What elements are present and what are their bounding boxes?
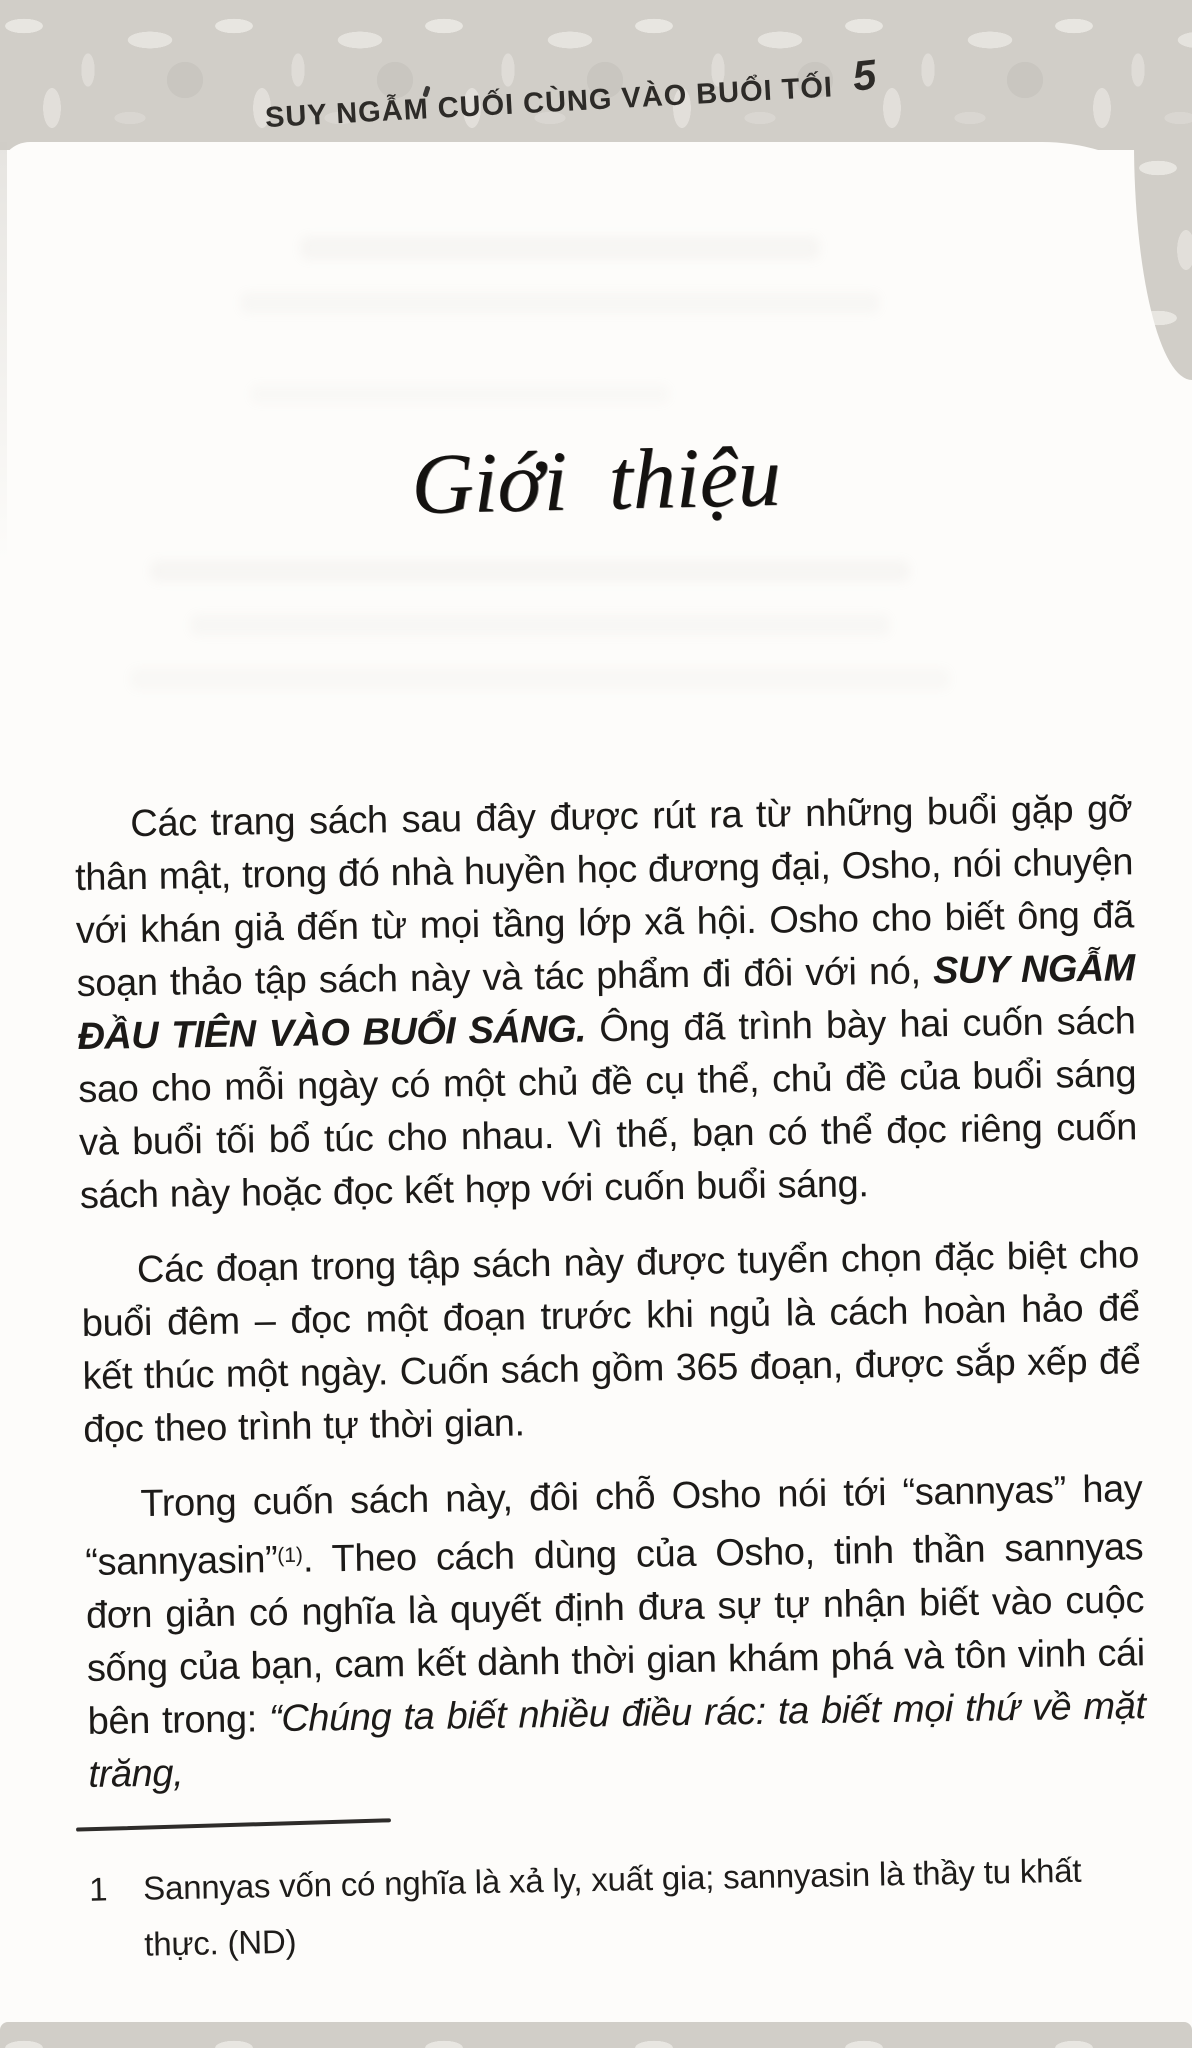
footnote xyxy=(75,1842,1107,1974)
text-run: Ông đã trình bày hai cuốn sách sao cho mỗi ngày có một chủ đề cụ thể, chủ đề của buổi sáng và buổi tối bổ túc cho nhau. Vì thế, bạn có thể đọc riêng cuốn sách này hoặc đọc kết hợp với cuốn buổi sáng. xyxy=(78,1000,1138,1217)
body-text xyxy=(74,783,1147,1824)
text-run: Trong cuốn sách này, đôi chỗ Osho nói tới “sannyas” hay “sannyasin” xyxy=(85,1468,1143,1584)
footnote-text: Sannyas vốn có nghĩa là xả ly, xuất gia; sannyasin là thầy tu khất thực. (ND) xyxy=(142,1851,1082,1963)
bleed-through-smudge xyxy=(240,292,880,314)
bleed-through-smudge xyxy=(250,384,670,404)
chapter-title: Giới thiệu xyxy=(410,427,782,533)
text-run: . Theo cách dùng của Osho, tinh thần sannyas đơn giản có nghĩa là quyết định đưa sự tự nhận biết vào cuộc sống của bạn, cam kết dành thời gian khám phá và tôn vinh cái bên trong: xyxy=(85,1526,1146,1743)
bleed-through-smudge xyxy=(130,668,950,690)
page-number: 5 xyxy=(849,50,879,100)
page-border-bottom xyxy=(0,2022,1192,2048)
text-run-book-title: SUY NGẪM ĐẦU TIÊN VÀO BUỔI SÁNG. xyxy=(77,947,1135,1058)
footnote-reference: (1) xyxy=(277,1543,303,1568)
paragraph xyxy=(74,783,1138,1223)
text-run-quote: “Chúng ta biết nhiều điều rác: ta biết mọi thứ về mặt trăng, xyxy=(88,1685,1146,1796)
footnote-block xyxy=(74,1806,1107,1974)
bleed-through-smudge xyxy=(190,614,890,636)
bleed-through-smudge xyxy=(300,236,820,260)
paragraph xyxy=(81,1229,1142,1457)
text-run: Các trang sách sau đây được rút ra từ những buổi gặp gỡ thân mật, trong đó nhà huyền học đương đại, Osho, nói chuyện với khán giả đến từ mọi tầng lớp xã hội. Osho cho biết ông đã soạn thảo tập sách này và tác phẩm đi đôi với nó, xyxy=(74,788,1135,1005)
paragraph xyxy=(84,1463,1147,1802)
running-title: SUY NGẪM CUỐI CÙNG VÀO BUỔI TỐI xyxy=(264,71,834,135)
text-run: Các đoạn trong tập sách này được tuyển chọn đặc biệt cho buổi đêm – đọc một đoạn trước khi ngủ là cách hoàn hảo để kết thúc một ngày. Cuốn sách gồm 365 đoạn, được sắp xếp để đọc theo trình tự thời gian. xyxy=(81,1234,1141,1451)
bleed-through-smudge xyxy=(150,560,910,582)
footnote-marker: 1 xyxy=(88,1870,108,1908)
